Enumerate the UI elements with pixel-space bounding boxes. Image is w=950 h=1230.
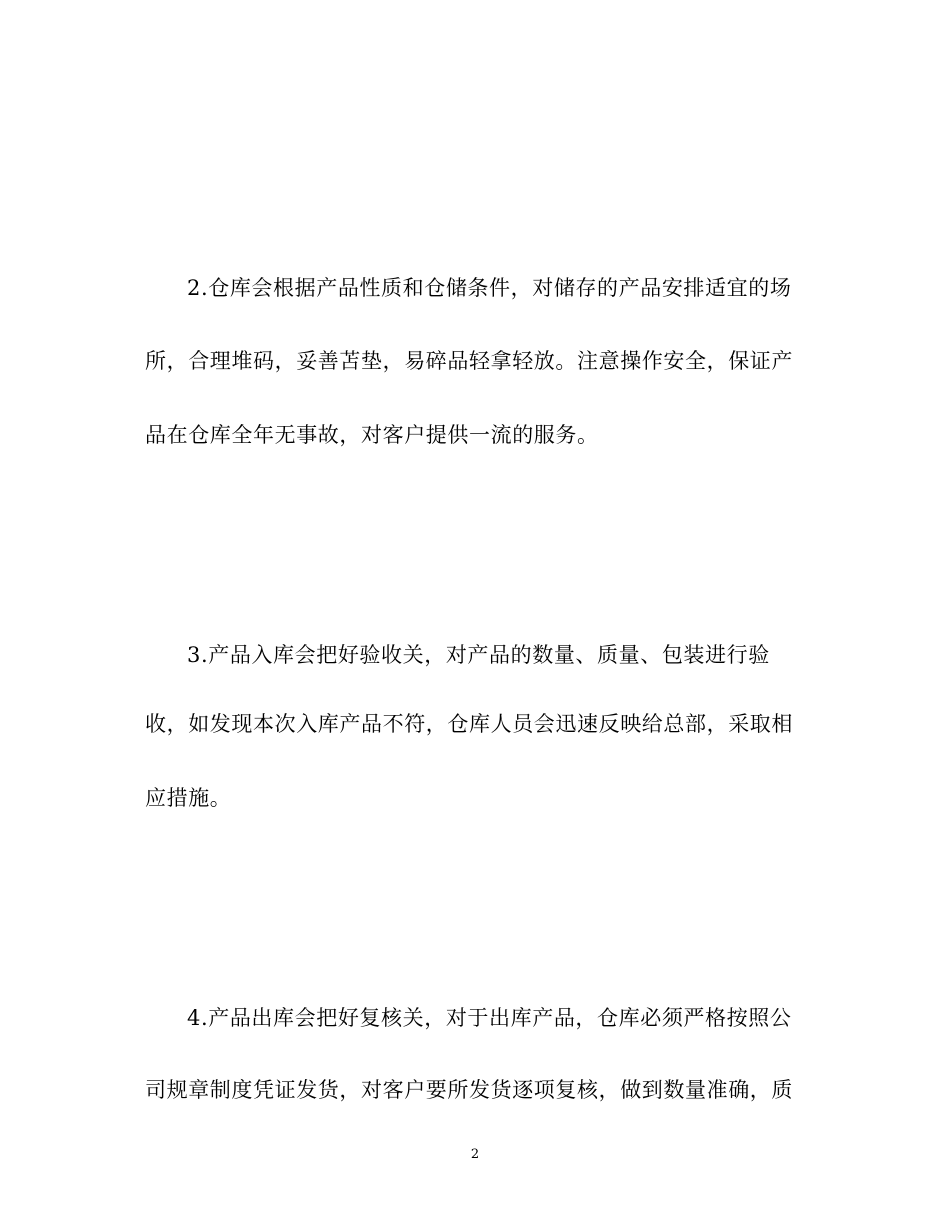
page-number: 2 (470, 1147, 480, 1162)
paragraph-2-line-2: 所，合理堆码，妥善苫垫，易碎品轻拿轻放。注意操作安全，保证产 (145, 349, 793, 373)
paragraph-4-line-2: 司规章制度凭证发货，对客户要所发货逐项复核，做到数量准确，质 (145, 1078, 793, 1102)
paragraph-2-line-1: 2.仓库会根据产品性质和仓储条件，对储存的产品安排适宜的场 (187, 276, 792, 300)
paragraph-3-line-1: 3.产品入库会把好验收关，对产品的数量、质量、包装进行验 (187, 643, 770, 667)
paragraph-2-line-3: 品在仓库全年无事故，对客户提供一流的服务。 (145, 423, 599, 447)
paragraph-3-line-2: 收，如发现本次入库产品不符，仓库人员会迅速反映给总部，采取相 (145, 712, 793, 736)
paragraph-4-line-1: 4.产品出库会把好复核关，对于出库产品，仓库必须严格按照公 (187, 1006, 792, 1030)
paragraph-3-line-3: 应措施。 (145, 786, 232, 810)
